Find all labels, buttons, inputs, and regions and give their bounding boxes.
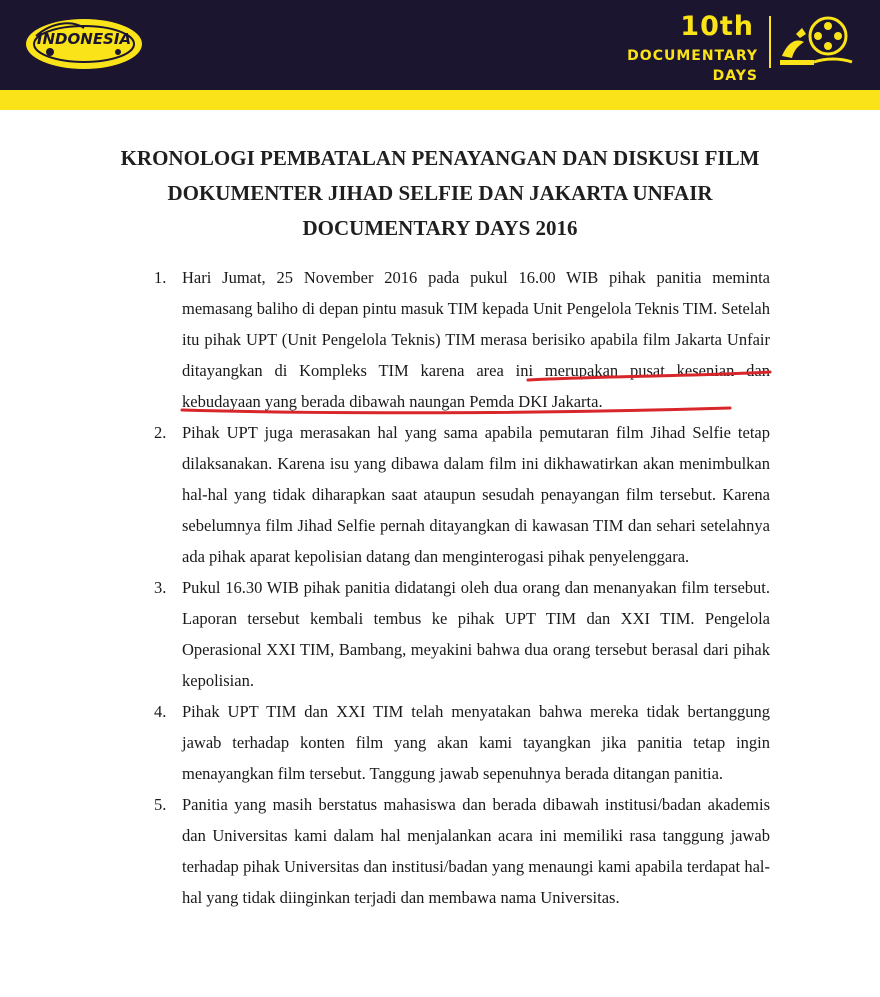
documentary-days-logo — [598, 11, 758, 84]
header-banner — [0, 0, 880, 90]
title-line: DOCUMENTARY DAYS 2016 — [302, 216, 578, 240]
title-line: DOKUMENTER JIHAD SELFIE DAN JAKARTA UNFAIR — [167, 181, 713, 205]
list-item-number: 1. — [154, 268, 167, 287]
list-item — [150, 417, 770, 572]
title-line: KRONOLOGI PEMBATALAN PENAYANGAN DAN DISKUSI FILM — [120, 146, 760, 170]
list-item-text: Pihak UPT juga merasakan hal yang sama apabila pemutaran film Jihad Selfie tetap dilaksanakan. Karena isu yang dibawa dalam film ini dikhawatirkan akan menimbulkan hal-hal yang tidak diharapkan saat ataupun sesudah penayangan film tersebut. Karena sebelumnya film Jihad Selfie pernah ditayangkan di kawasan TIM dan sehari setelahnya ada pihak aparat kepolisian datang dan menginterogasi pihak penyelenggara. — [182, 423, 770, 566]
list-item — [150, 696, 770, 789]
list-item — [150, 262, 770, 417]
edition-label: 10th — [680, 11, 754, 42]
list-item-number: 3. — [154, 578, 167, 597]
indonesia-logo-text: INDONESIA — [36, 30, 132, 48]
list-item — [150, 789, 770, 913]
list-item-text: Hari Jumat, 25 November 2016 pada pukul 16.00 WIB pihak panitia meminta memasang baliho di depan pintu masuk TIM kepada Unit Pengelola Teknis TIM. Setelah itu pihak UPT (Unit Pengelola Teknis) TIM merasa berisiko apabila film Jakarta Unfair ditayangkan di Kompleks TIM karena area ini merupakan pusat kesenian dan kebudayaan yang berada dibawah naungan Pemda DKI Jakarta. — [182, 268, 770, 411]
list-item-text: Pukul 16.30 WIB pihak panitia didatangi oleh dua orang dan menanyakan film tersebut. Laporan tersebut kembali tembus ke pihak UPT TIM dan XXI TIM. Pengelola Operasional XXI TIM, Bambang, meyakini bahwa dua orang tersebut berasal dari pihak kepolisian. — [182, 578, 770, 690]
film-reel-icon — [776, 12, 856, 74]
list-item-number: 2. — [154, 423, 167, 442]
list-item-number: 4. — [154, 702, 167, 721]
document-title — [60, 141, 820, 246]
header-accent-stripe — [0, 90, 880, 110]
event-name-label: DOCUMENTARY DAYS — [627, 48, 758, 84]
indonesia-logo — [22, 14, 146, 74]
list-item — [150, 572, 770, 696]
logo-divider — [769, 16, 771, 68]
list-item-text: Panitia yang masih berstatus mahasiswa dan berada dibawah institusi/badan akademis dan Universitas kami dalam hal menjalankan acara ini memiliki rasa tanggung jawab terhadap pihak Universitas dan institusi/badan yang menaungi kami apabila terdapat hal-hal yang tidak diinginkan terjadi dan membawa nama Universitas. — [182, 795, 770, 907]
list-item-text: Pihak UPT TIM dan XXI TIM telah menyatakan bahwa mereka tidak bertanggung jawab terhadap konten film yang akan kami tayangkan jika panitia tetap ingin menayangkan film tersebut. Tanggung jawab sepenuhnya berada ditangan panitia. — [182, 702, 770, 783]
list-item-number: 5. — [154, 795, 167, 814]
chronology-list — [150, 262, 770, 913]
